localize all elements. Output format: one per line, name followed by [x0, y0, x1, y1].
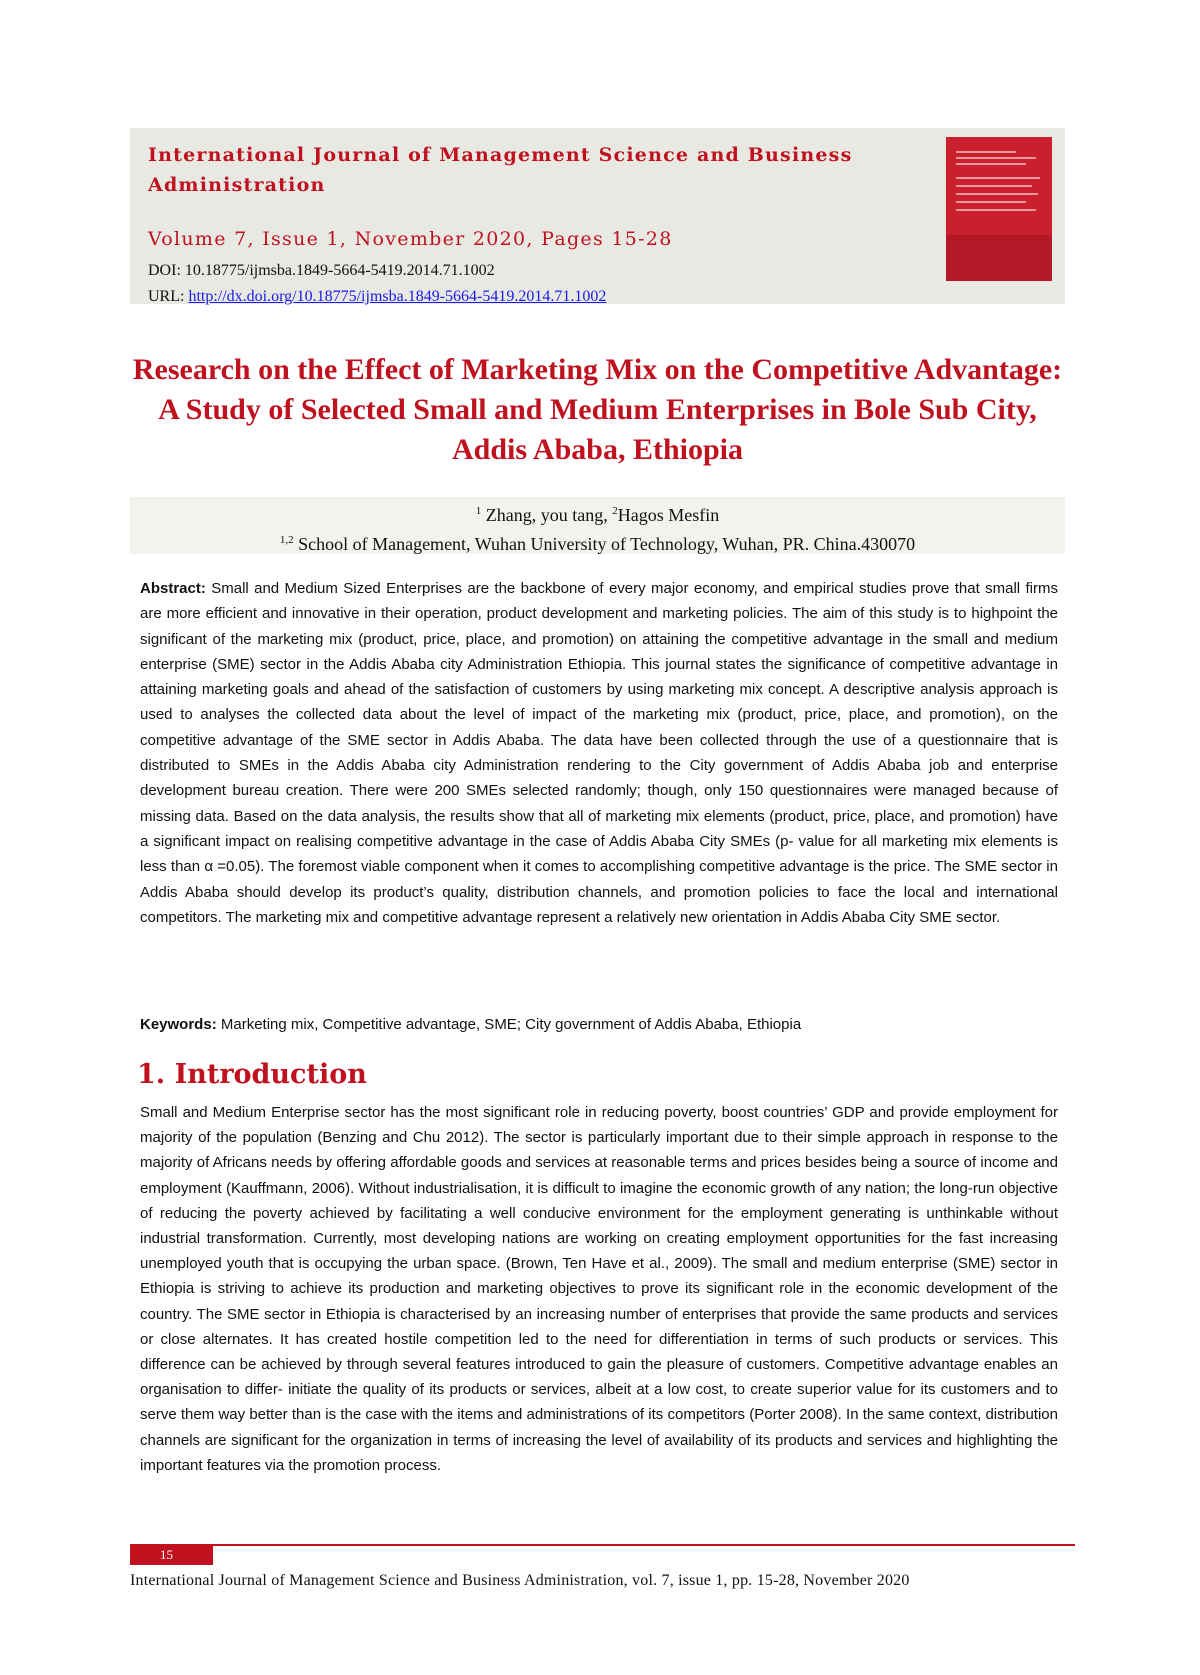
doi-label: DOI: [148, 262, 181, 279]
introduction-paragraph: Small and Medium Enterprise sector has the most significant role in reducing poverty, boost countries’ GDP and provide employment for majority of the population (Benzing and Chu 2012). The sector is particularly important due to their simple approach in response to the majority of Africans needs by offering affordable goods and services at reasonable terms and prices besides being a source of income and employment (Kauffmann, 2006). Without industrialisation, it is difficult to imagine the economic growth of any nation; the long-run objective of reducing the poverty achieved by facilitating a well conducive environment for the employment generating is unthinkable without industrial transformation. Currently, most developing nations are working on creating employment opportunities for the fast increasing unemployed youth that is occupying the urban space. (Brown, Ten Have et al., 2009). The small and medium enterprise (SME) sector in Ethiopia is striving to achieve its production and marketing objectives to prove its significant role in the economic development of the country. The SME sector in Ethiopia is characterised by an increasing number of enterprises that provide the same products and services or close alternates. It has created hostile competition led to the need for differentiation in terms of such products or services. This difference can be achieved by through several features introduced to gain the pleasure of customers. Competitive advantage enables an organisation to differ- initiate the quality of its products or services, albeit at a low cost, to create superior value for its customers and to serve them way better than is the case with the items and administrations of its competitors (Porter 2008). In the same context, distribution channels are significant for the organization in terms of increasing the level of availability of its products and services and highlighting the important features via the promotion process. [140, 1104, 1058, 1474]
abstract-text: Small and Medium Sized Enterprises are the backbone of every major economy, and empirical studies prove that small firms are more efficient and innovative in their operation, product development and marketing policies. The aim of this study is to highpoint the significant of the marketing mix (product, price, place, and promotion) on attaining the competitive advantage in the small and medium enterprise (SME) sector in the Addis Ababa city Administration Ethiopia. This journal states the significance of competitive advantage in attaining marketing goals and ahead of the satisfaction of customers by using marketing mix concept. A descriptive analysis approach is used to analyses the collected data about the level of impact of the marketing mix (product, price, place, and promotion), on the competitive advantage of the SME sector in Addis Ababa. The data have been collected through the use of a questionnaire that is distributed to SMEs in the Addis Ababa city Administration rendering to the City government of Addis Ababa job and enterprise development bureau creation. There were 200 SMEs selected randomly; though, only 150 questionnaires were managed because of missing data. Based on the data analysis, the results show that all of marketing mix elements (product, price, place, and promotion) have a significant impact on realising competitive advantage in the case of Addis Ababa City SMEs (p- value for all marketing mix elements is less than α =0.05). The foremost viable component when it comes to accomplishing competitive advantage is the price. The SME sector in Addis Ababa should develop its product’s quality, distribution channels, and promotion policies to face the local and international competitors. The marketing mix and competitive advantage represent a relatively new orientation in Addis Ababa City SME sector. [140, 580, 1058, 926]
url-label: URL: [148, 288, 185, 305]
doi-value: 10.18775/ijmsba.1849-5664-5419.2014.71.1002 [184, 262, 495, 279]
paper-title: Research on the Effect of Marketing Mix on the Competitive Advantage: A Study of Selected Small and Medium Enterprises in Bole Sub City, Addis Ababa, Ethiopia [132, 353, 1063, 466]
keywords-paragraph [140, 1012, 1058, 1037]
authors-block [130, 497, 1065, 554]
keywords-label: Keywords: [140, 1016, 217, 1033]
author2-superscript: 2 [612, 505, 618, 517]
author-2: Hagos Mesfin [617, 505, 720, 525]
author1-superscript: 1 [475, 505, 482, 517]
author-1: Zhang, you tang, [485, 505, 608, 525]
doi-line [148, 262, 495, 280]
journal-name: International Journal of Management Science and Business Administration [148, 144, 853, 196]
page-number-tab: 15 [130, 1545, 213, 1565]
volume-issue-line: Volume 7, Issue 1, November 2020, Pages 15-28 [148, 228, 673, 250]
abstract-label: Abstract: [140, 580, 206, 597]
section-heading-introduction: 1. Introduction [137, 1059, 367, 1090]
affiliation-superscript: 1,2 [279, 534, 294, 546]
journal-cover-thumbnail [946, 137, 1052, 281]
abstract-paragraph [140, 576, 1058, 930]
url-line [148, 288, 606, 306]
doi-url-link[interactable]: http://dx.doi.org/10.18775/ijmsba.1849-5664-5419.2014.71.1002 [188, 288, 607, 305]
affiliation-line [130, 526, 1065, 558]
keywords-text: Marketing mix, Competitive advantage, SME; City government of Addis Ababa, Ethiopia [220, 1016, 802, 1033]
affiliation: School of Management, Wuhan University of Technology, Wuhan, PR. China.430070 [298, 534, 916, 554]
footer-divider [130, 1544, 1075, 1546]
footer-citation: International Journal of Management Science and Business Administration, vol. 7, issue 1, pp. 15-28, November 2020 [130, 1572, 910, 1589]
author-line [130, 497, 1065, 529]
